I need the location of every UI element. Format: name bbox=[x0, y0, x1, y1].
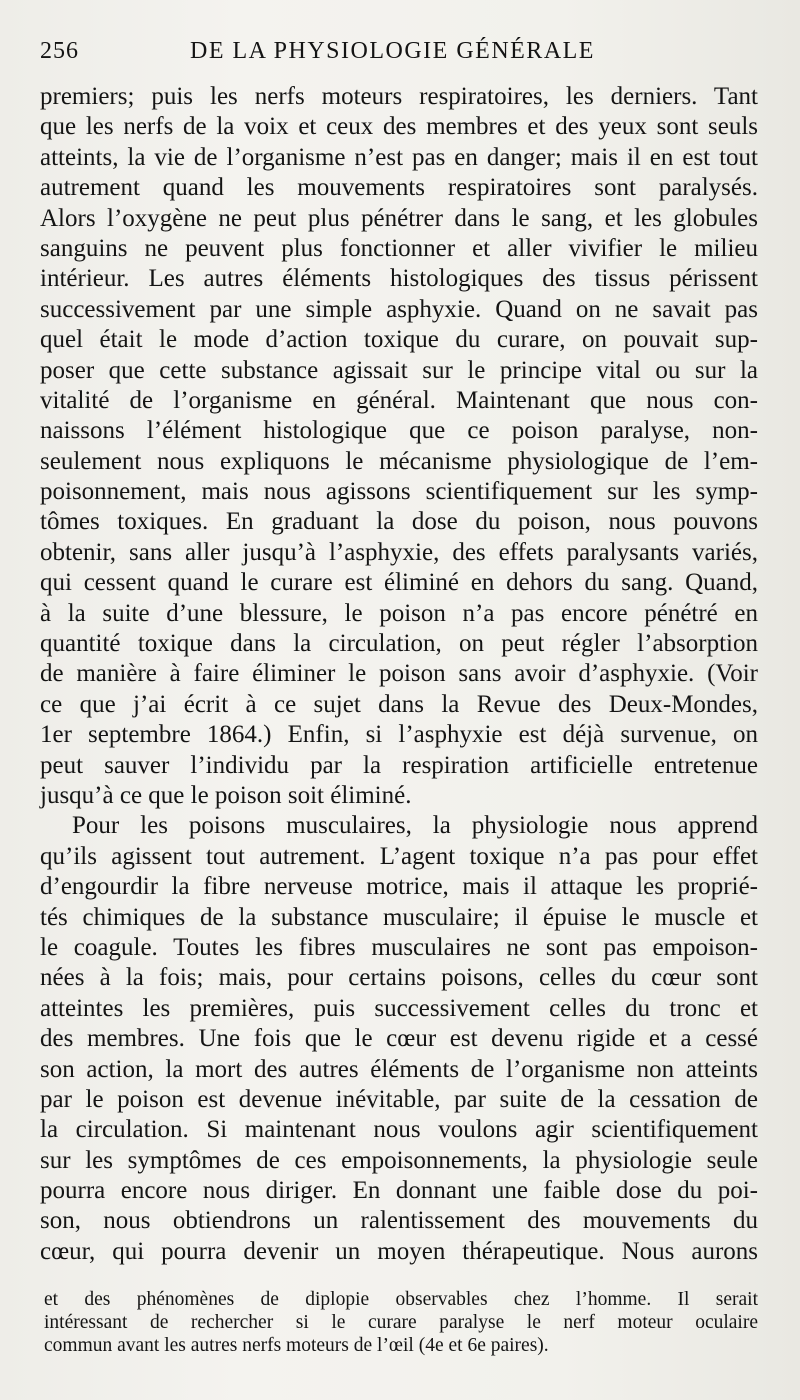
text-line: Pour les poisons musculaires, la physiologie nous apprend bbox=[72, 812, 758, 840]
footnote-line: intéressant de rechercher si le curare paralyse le nerf moteur oculaire bbox=[44, 1312, 758, 1333]
text-line: intérieur. Les autres éléments histologiques des tissus périssent bbox=[40, 265, 758, 293]
text-line: des membres. Une fois que le cœur est devenu rigide et a cessé bbox=[40, 1025, 758, 1053]
text-line: sanguins ne peuvent plus fonctionner et aller vivifier le milieu bbox=[40, 234, 758, 262]
text-line: poisonnement, mais nous agissons scientifiquement sur les symp- bbox=[40, 478, 758, 506]
text-line: cœur, qui pourra devenir un moyen thérapeutique. Nous aurons bbox=[40, 1237, 758, 1265]
text-line: tés chimiques de la substance musculaire; il épuise le muscle et bbox=[40, 903, 758, 931]
text-line: Alors l’oxygène ne peut plus pénétrer dans le sang, et les globules bbox=[40, 204, 758, 232]
running-head: DE LA PHYSIOLOGIE GÉNÉRALE bbox=[190, 38, 595, 64]
page-header bbox=[40, 38, 780, 78]
text-line: poser que cette substance agissait sur le principe vital ou sur la bbox=[40, 356, 758, 384]
text-line: sur les symptômes de ces empoisonnements, la physiologie seule bbox=[40, 1146, 758, 1174]
paragraph bbox=[40, 811, 758, 1267]
text-line: qui cessent quand le curare est éliminé en dehors du sang. Quand, bbox=[40, 569, 758, 597]
text-line: naissons l’élément histologique que ce poison paralyse, non- bbox=[40, 417, 758, 445]
paragraph bbox=[40, 82, 758, 811]
text-line: qu’ils agissent tout autrement. L’agent toxique n’a pas pour effet bbox=[40, 842, 758, 870]
text-line: autrement quand les mouvements respiratoires sont paralysés. bbox=[40, 174, 758, 202]
text-line: son action, la mort des autres éléments de l’organisme non atteints bbox=[40, 1055, 758, 1083]
text-line: le coagule. Toutes les fibres musculaires ne sont pas empoison- bbox=[40, 933, 758, 961]
text-line: nées à la fois; mais, pour certains poisons, celles du cœur sont bbox=[40, 964, 758, 992]
text-line: que les nerfs de la voix et ceux des membres et des yeux sont seuls bbox=[40, 113, 758, 141]
text-line: atteintes les premières, puis successivement celles du tronc et bbox=[40, 994, 758, 1022]
text-line: atteints, la vie de l’organisme n’est pas en danger; mais il en est tout bbox=[40, 143, 758, 171]
text-line: de manière à faire éliminer le poison sans avoir d’asphyxie. (Voir bbox=[40, 660, 758, 688]
text-line: tômes toxiques. En graduant la dose du poison, nous pouvons bbox=[40, 508, 758, 536]
text-line: quantité toxique dans la circulation, on peut régler l’absorption bbox=[40, 630, 758, 658]
text-line: vitalité de l’organisme en général. Maintenant que nous con- bbox=[40, 386, 758, 414]
text-line: à la suite d’une blessure, le poison n’a pas encore pénétré en bbox=[40, 599, 758, 627]
text-line: successivement par une simple asphyxie. Quand on ne savait pas bbox=[40, 295, 758, 323]
text-line: d’engourdir la fibre nerveuse motrice, mais il attaque les proprié- bbox=[40, 873, 758, 901]
text-line: la circulation. Si maintenant nous voulons agir scientifiquement bbox=[40, 1116, 758, 1144]
text-line: premiers; puis les nerfs moteurs respiratoires, les derniers. Tant bbox=[40, 83, 758, 110]
text-line: pourra encore nous diriger. En donnant une faible dose du poi- bbox=[40, 1177, 758, 1205]
text-line: par le poison est devenue inévitable, par suite de la cessation de bbox=[40, 1085, 758, 1113]
page-number: 256 bbox=[40, 38, 79, 64]
text-line: son, nous obtiendrons un ralentissement des mouvements du bbox=[40, 1207, 758, 1235]
text-line: ce que j’ai écrit à ce sujet dans la Revue des Deux-Mondes, bbox=[40, 690, 758, 718]
text-line: obtenir, sans aller jusqu’à l’asphyxie, des effets paralysants variés, bbox=[40, 538, 758, 566]
text-line: jusqu’à ce que le poison soit éliminé. bbox=[40, 781, 412, 809]
text-line: quel était le mode d’action toxique du curare, on pouvait sup- bbox=[40, 326, 758, 354]
footnote bbox=[44, 1288, 758, 1357]
footnote-line: commun avant les autres nerfs moteurs de l’œil (4e et 6e paires). bbox=[44, 1335, 549, 1356]
body-text bbox=[40, 82, 758, 1267]
text-line: seulement nous expliquons le mécanisme physiologique de l’em- bbox=[40, 447, 758, 475]
text-line: peut sauver l’individu par la respiration artificielle entretenue bbox=[40, 751, 758, 779]
text-line: 1er septembre 1864.) Enfin, si l’asphyxie est déjà survenue, on bbox=[40, 721, 758, 749]
footnote-line: et des phénomènes de diplopie observables chez l’homme. Il serait bbox=[44, 1289, 758, 1310]
